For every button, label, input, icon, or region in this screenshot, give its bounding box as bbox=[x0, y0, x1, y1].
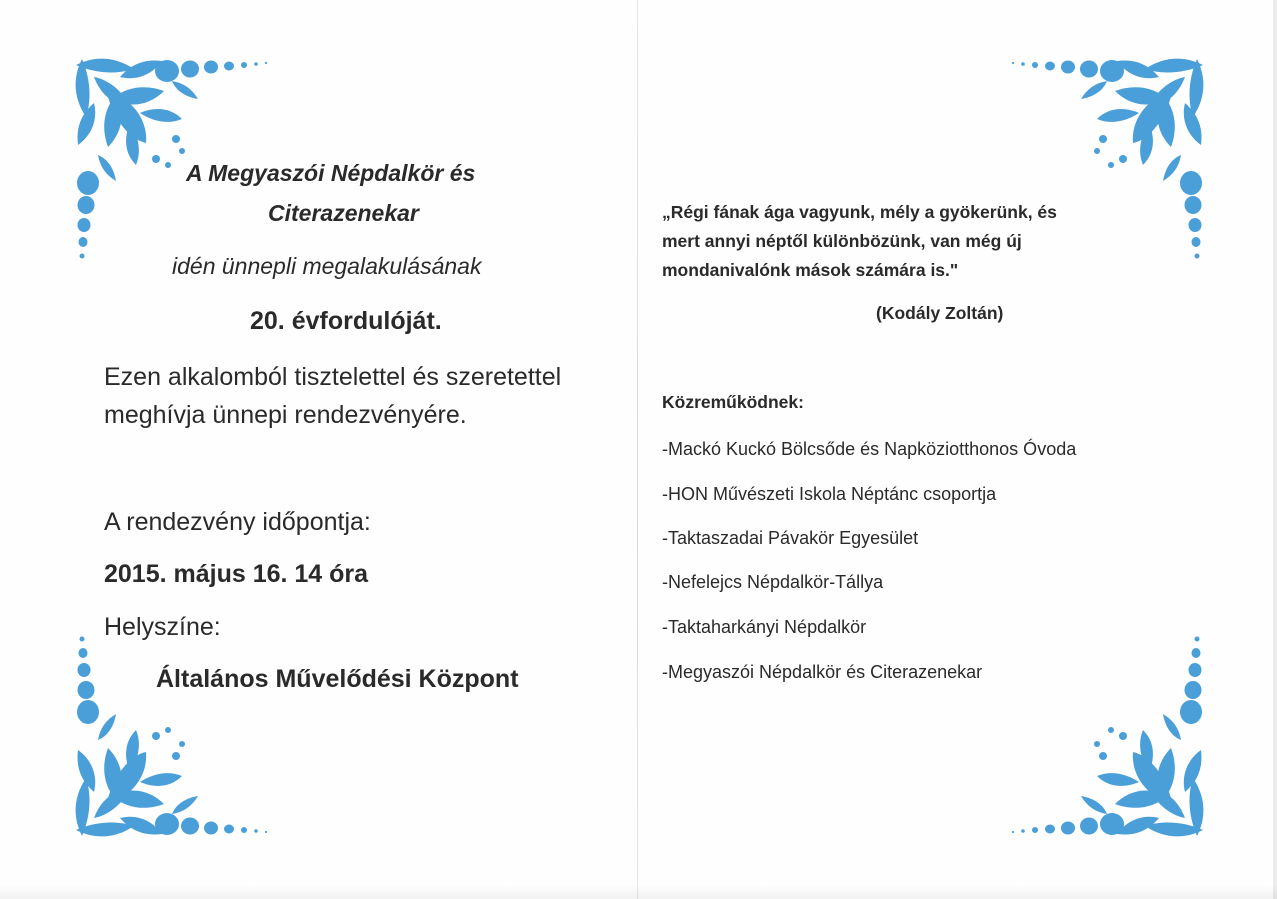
floral-corner-ornament-icon bbox=[992, 625, 1207, 840]
contributor-item: -Mackó Kuckó Bölcsőde és Napköziotthonos Óvoda bbox=[662, 439, 1077, 459]
contributors-heading: Közreműködnek: bbox=[662, 392, 804, 412]
event-date-label: A rendezvény időpontja: bbox=[104, 508, 371, 536]
quote-author: (Kodály Zoltán) bbox=[876, 303, 1004, 323]
celebrates-text: idén ünnepli megalakulásának bbox=[172, 253, 482, 279]
floral-corner-ornament-icon bbox=[72, 625, 287, 840]
invitation-line2: meghívja ünnepi rendezvényére. bbox=[104, 401, 467, 429]
paper-edge bbox=[1273, 0, 1277, 899]
venue-value: Általános Művelődési Központ bbox=[156, 665, 519, 693]
anniversary-text: 20. évfordulóját. bbox=[250, 307, 442, 335]
contributor-item: -Taktaszadai Pávakör Egyesület bbox=[662, 528, 919, 548]
paper-bottom-shadow bbox=[0, 885, 1277, 899]
contributor-item: -Nefelejcs Népdalkör-Tállya bbox=[662, 572, 884, 592]
event-date-value: 2015. május 16. 14 óra bbox=[104, 560, 369, 588]
contributor-item: -Megyaszói Népdalkör és Citerazenekar bbox=[662, 662, 983, 682]
quote-line3: mondanivalónk mások számára is." bbox=[662, 260, 959, 280]
quote-line2: mert annyi néptől különbözünk, van még új bbox=[662, 231, 1022, 251]
left-page bbox=[0, 0, 638, 899]
organization-name-line2: Citerazenekar bbox=[268, 200, 419, 226]
contributor-item: -Taktaharkányi Népdalkör bbox=[662, 617, 867, 637]
invitation-line1: Ezen alkalomból tisztelettel és szeretettel bbox=[104, 363, 562, 391]
organization-name-line1: A Megyaszói Népdalkör és bbox=[186, 160, 476, 186]
contributor-item: -HON Művészeti Iskola Néptánc csoportja bbox=[662, 484, 997, 504]
page-fold-divider bbox=[637, 0, 638, 899]
venue-label: Helyszíne: bbox=[104, 613, 221, 641]
floral-corner-ornament-icon bbox=[992, 55, 1207, 270]
quote-line1: „Régi fának ága vagyunk, mély a gyökerünk, és bbox=[662, 202, 1057, 222]
